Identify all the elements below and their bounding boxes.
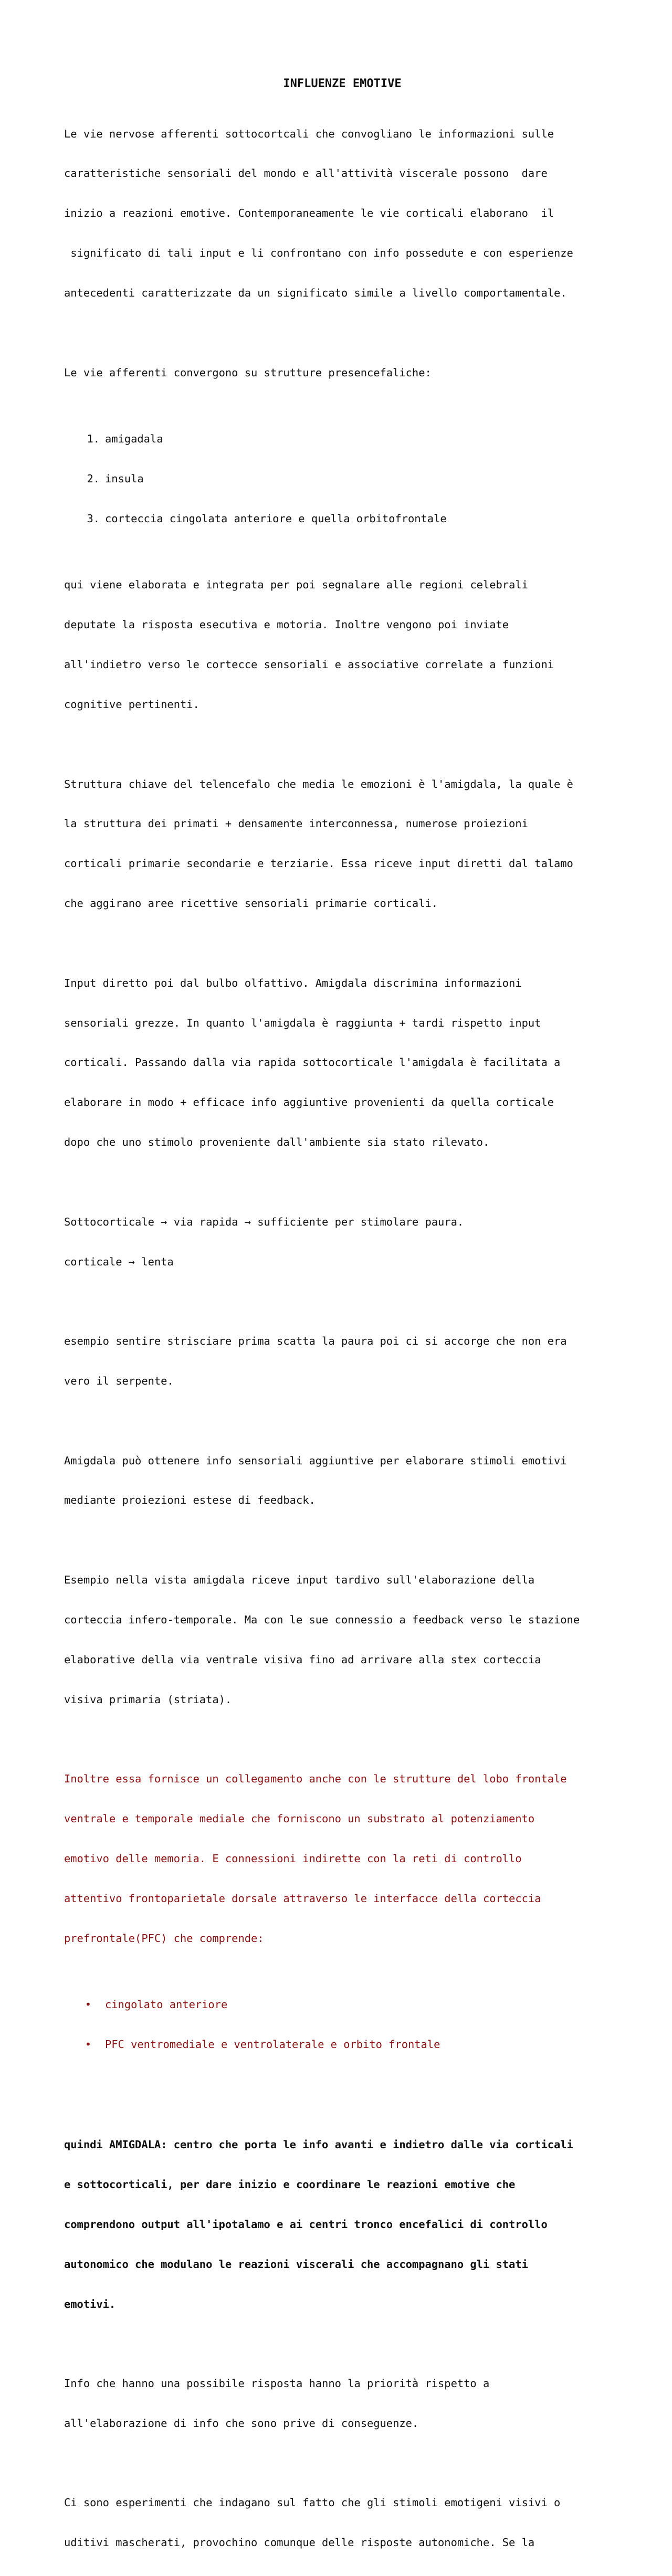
numbered-list [64, 406, 621, 552]
paragraph-snake-example [64, 1308, 621, 1414]
text-line: elaborare in modo + efficace info aggiuntive provenienti da quella corticale [64, 1096, 554, 1109]
bullet-icon: • [85, 2037, 91, 2051]
paragraph-frontal-connections [64, 1746, 621, 2104]
text-line: all'indietro verso le cortecce sensoriali e associative correlate a funzioni [64, 658, 554, 671]
paragraph-amygdala-key-structure [64, 751, 621, 937]
text-line: deputate la risposta esecutiva e motoria. Inoltre vengono poi inviate [64, 618, 509, 631]
list-item-text: insula [105, 472, 144, 485]
text-line: Esempio nella vista amigdala riceve input tardivo sull'elaborazione della [64, 1573, 535, 1586]
page-title: INFLUENZE EMOTIVE [283, 77, 402, 90]
list-item-text: PFC ventromediale e ventrolaterale e orbito frontale [105, 2037, 440, 2051]
paragraph-priority [64, 2351, 621, 2457]
text-line: Le vie nervose afferenti sottocortcali che convogliano le informazioni sulle [64, 127, 554, 140]
list-item [64, 2038, 621, 2051]
text-line: quindi AMIGDALA: centro che porta le info avanti e indietro dalle via corticali [64, 2138, 573, 2151]
text-line: qui viene elaborata e integrata per poi segnalare alle regioni celebrali [64, 578, 528, 592]
text-line: elaborative della via ventrale visiva fino ad arrivare alla stex corteccia [64, 1653, 541, 1666]
list-item [64, 432, 621, 446]
text-line: autonomico che modulano le reazioni viscerali che accompagnano gli stati [64, 2257, 528, 2271]
text-line: Info che hanno una possibile risposta hanno la priorità rispetto a [64, 2377, 490, 2390]
text-line: Struttura chiave del telencefalo che media le emozioni è l'amigdala, la quale è [64, 777, 573, 790]
paragraph-afferent-pathways [64, 101, 621, 326]
text-line: ventrale e temporale mediale che forniscono un substrato al potenziamento [64, 1812, 535, 1825]
list-number: 2. [87, 472, 100, 485]
list-item [64, 512, 621, 525]
text-line: Input diretto poi dal bulbo olfattivo. Amigdala discrimina informazioni [64, 976, 522, 989]
bullet-icon: • [85, 1998, 91, 2011]
text-line: sensoriali grezze. In quanto l'amigdala è raggiunta + tardi rispetto input [64, 1016, 541, 1029]
text-line: che aggirano aree ricettive sensoriali primarie corticali. [64, 897, 438, 910]
text-line: Le vie afferenti convergono su strutture presencefaliche: [64, 366, 432, 379]
paragraph-forebrain-structures [64, 340, 621, 738]
text-line: Sottocorticale → via rapida → sufficiente per stimolare paura. [64, 1215, 464, 1228]
list-item [64, 1998, 621, 2011]
document-page [64, 77, 621, 2576]
text-line: Ci sono esperimenti che indagano sul fatto che gli stimoli emotigeni visivi o [64, 2496, 561, 2509]
text-line: esempio sentire strisciare prima scatta la paura poi ci si accorge che non era [64, 1335, 567, 1348]
paragraph-fast-slow-routes [64, 1189, 621, 1295]
text-line: comprendono output all'ipotalamo e ai centri tronco encefalici di controllo [64, 2218, 548, 2231]
text-line: prefrontale(PFC) che comprende: [64, 1931, 264, 1945]
text-line: attentivo frontoparietale dorsale attraverso le interfacce della corteccia [64, 1892, 541, 1905]
text-line: vero il serpente. [64, 1375, 174, 1388]
text-line: emotivo delle memoria. E connessioni indirette con la reti di controllo [64, 1852, 522, 1865]
text-line: dopo che uno stimolo proveniente dall'ambiente sia stato rilevato. [64, 1136, 490, 1149]
paragraph-feedback-projections [64, 1428, 621, 1534]
text-line: antecedenti caratterizzate da un significato simile a livello comportamentale. [64, 287, 567, 300]
bulleted-list [64, 1971, 621, 2077]
text-line: cognitive pertinenti. [64, 698, 200, 711]
text-line: la struttura dei primati + densamente interconnessa, numerose proiezioni [64, 817, 528, 830]
text-line: Amigdala può ottenere info sensoriali aggiuntive per elaborare stimoli emotivi [64, 1454, 567, 1467]
text-line: corticali. Passando dalla via rapida sottocorticale l'amigdala è facilitata a [64, 1056, 561, 1069]
list-number: 1. [87, 432, 100, 446]
text-line: mediante proiezioni estese di feedback. [64, 1494, 316, 1507]
list-item-text: cingolato anteriore [105, 1998, 228, 2011]
text-line: Inoltre essa fornisce un collegamento anche con le strutture del lobo frontale [64, 1772, 567, 1786]
text-line: corteccia infero-temporale. Ma con le sue connessio a feedback verso le stazione [64, 1613, 580, 1626]
paragraph-vision-example [64, 1547, 621, 1733]
text-line: corticali primarie secondarie e terziarie. Essa riceve input diretti dal talamo [64, 857, 573, 870]
list-item [64, 472, 621, 485]
text-line: emotivi. [64, 2297, 116, 2310]
text-line: caratteristiche sensoriali del mondo e all'attività viscerale possono dare [64, 167, 548, 180]
paragraph-amygdala-summary [64, 2112, 621, 2337]
list-item-text: amigadala [105, 432, 163, 446]
list-number: 3. [87, 512, 100, 525]
text-line: e sottocorticali, per dare inizio e coordinare le reazioni emotive che [64, 2178, 516, 2191]
list-item-text: corteccia cingolata anteriore e quella orbitofrontale [105, 512, 447, 525]
paragraph-olfactory-input [64, 950, 621, 1176]
paragraph-experiments [64, 2470, 621, 2576]
text-line: corticale → lenta [64, 1255, 174, 1268]
text-line: visiva primaria (striata). [64, 1693, 232, 1706]
text-line: uditivi mascherati, provochino comunque delle risposte autonomiche. Se la [64, 2536, 535, 2549]
text-line: significato di tali input e li confrontano con info possedute e con esperienze [64, 247, 573, 260]
text-line: inizio a reazioni emotive. Contemporaneamente le vie corticali elaborano il [64, 207, 554, 220]
text-line: all'elaborazione di info che sono prive di conseguenze. [64, 2416, 419, 2430]
